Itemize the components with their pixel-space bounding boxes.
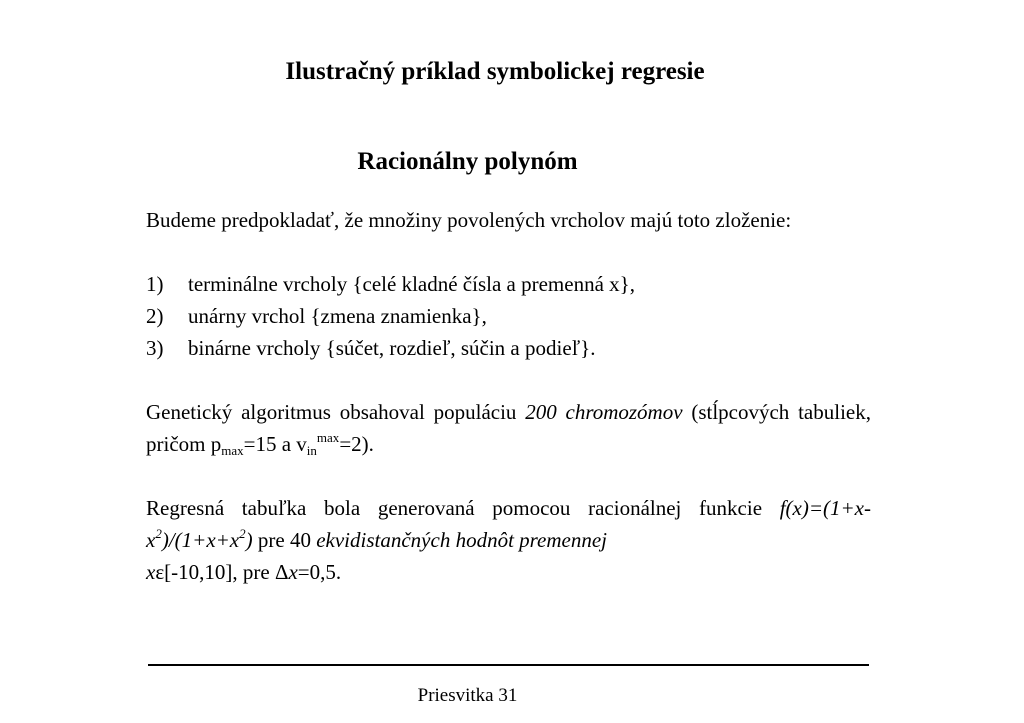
formula-part: )/(1+x+x: [161, 528, 240, 552]
variable-x: x: [146, 560, 156, 584]
slide-subtitle: Racionálny polynóm: [357, 148, 578, 175]
variable-x: x: [288, 560, 298, 584]
vin-superscript: max: [316, 430, 340, 445]
formula-exponent: 2: [239, 526, 246, 541]
regression-italic-text: ekvidistančných hodnôt premennej: [316, 528, 608, 552]
ga-paragraph: [146, 396, 871, 460]
list-item: [146, 332, 871, 364]
list-item-text: terminálne vrcholy {celé kladné čísla a premenná x},: [188, 272, 635, 296]
regression-text: =0,5.: [297, 560, 342, 584]
list-item: [146, 268, 871, 300]
intro-paragraph: Budeme predpokladať, že množiny povolených vrcholov majú toto zloženie:: [146, 208, 792, 232]
slide-number: Priesvitka 31: [417, 685, 518, 706]
list-item-text: unárny vrchol {zmena znamienka},: [188, 304, 487, 328]
slide-title: Ilustračný príklad symbolickej regresie: [285, 58, 705, 85]
vin-subscript: in: [306, 443, 317, 458]
ga-text: Genetický algoritmus obsahoval populáciu: [146, 400, 526, 424]
vertex-list: [146, 268, 871, 364]
regression-text: ε[-10,10], pre Δ: [155, 560, 289, 584]
regression-text: pre 40: [252, 528, 317, 552]
spacer: [146, 460, 871, 492]
formula-part: ): [245, 528, 253, 552]
slide-content: [146, 204, 871, 588]
list-item-text: binárne vrcholy {súčet, rozdieľ, súčin a podieľ}.: [188, 336, 596, 360]
ga-text: (stĺpcových tabuliek, pričom p: [146, 400, 871, 456]
regression-paragraph: [146, 492, 871, 588]
list-item-number: 3): [146, 336, 164, 360]
list-item: [146, 300, 871, 332]
ga-population-size: 200 chromozómov: [525, 400, 683, 424]
regression-text: Regresná tabuľka bola generovaná pomocou racionálnej funkcie: [146, 496, 780, 520]
ga-text: =2).: [339, 432, 374, 456]
formula-part: f(x)=(1+x-x: [146, 496, 871, 552]
list-item-number: 2): [146, 304, 164, 328]
pmax-subscript: max: [221, 443, 244, 458]
formula-exponent: 2: [155, 526, 162, 541]
spacer: [146, 364, 871, 396]
list-item-number: 1): [146, 272, 164, 296]
spacer: [146, 236, 871, 268]
footer-divider: [148, 664, 869, 666]
ga-text: =15 a v: [243, 432, 307, 456]
